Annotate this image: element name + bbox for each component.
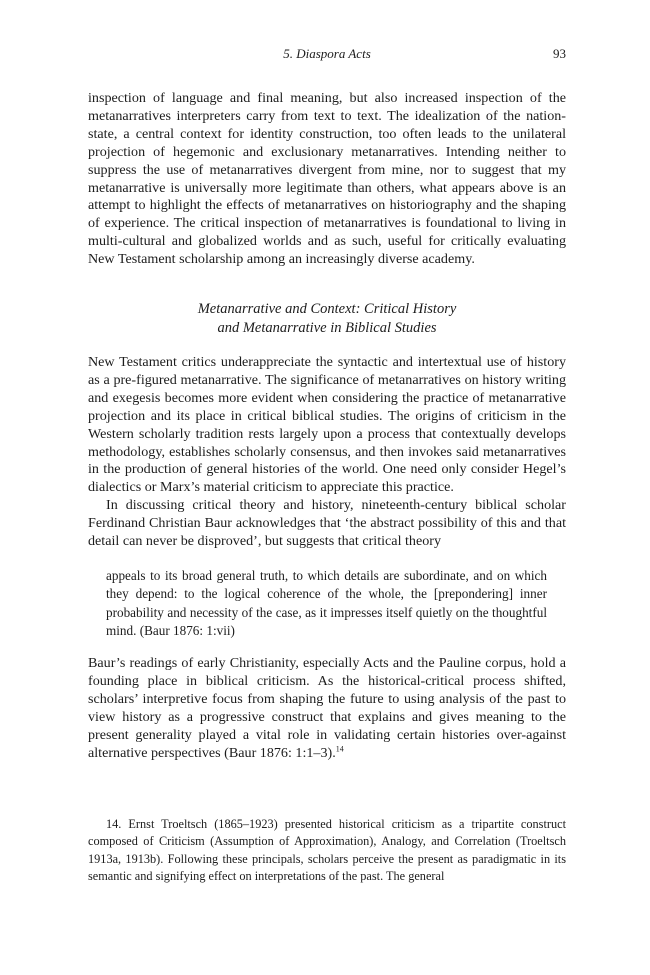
paragraph-text: inspection of language and final meaning, but also increased inspection of the metanarratives interpreters carry from text to text. The idealization of the nation-state, a central context for identity construction, too often leads to the unilateral projection of hegemonic and exclusionary metanarratives. Intending neither to suppress the use of metanarratives divergent from mine, nor to suggest that my metanarrative is universally more legitimate than others, what appears above is an attempt to highlight the effects of metanarratives on historiography and the shaping of experience. The critical inspection of metanarratives is foundational to living in multi-cultural and globalized worlds and as such, useful for critically evaluating New Testament scholarship among an increasingly diverse academy.: [88, 90, 566, 268]
section-heading: [88, 300, 566, 337]
page-number: 93: [553, 46, 566, 61]
section-heading-line-1: Metanarrative and Context: Critical History: [197, 301, 457, 317]
block-quote: appeals to its broad general truth, to which details are subordinate, and on which they depend: to the logical coherence of the whole, the [prepondering] inner probability and necessity of the case, as it impresses itself quietly on the thoughtful mind. (Baur 1876: 1:vii): [106, 568, 547, 639]
paragraph-text-content: Baur’s readings of early Christianity, especially Acts and the Pauline corpus, hold a founding place in biblical criticism. As the historical-critical process shifted, scholars’ interpretive focus from shaping the future to using analysis of the past to view history as a progressive construct that explains and gives meaning to the present generality played a vital role in validating certain histories over-against alternative perspectives (Baur 1876: 1:1–3).: [88, 655, 566, 761]
body-paragraph-4: [88, 655, 566, 762]
body-paragraph-1: [88, 90, 566, 269]
body-paragraphs-2: [88, 354, 566, 551]
paragraph-text: New Testament critics underappreciate the syntactic and intertextual use of history as a pre-figured metanarrative. The significance of metanarratives on history writing and exegesis becomes more evident when considering the practice of metanarrative projection and its place in critical biblical studies. The origins of criticism in the Western scholarly tradition rests largely upon a process that contextually develops methodology, establishes scholarly consensus, and then invokes said metanarratives in the production of general histories of the world. One need only consider Hegel’s dialectics or Marx’s material criticism to appreciate this practice.: [88, 354, 566, 496]
running-head: [88, 45, 566, 63]
footnote: 14. Ernst Troeltsch (1865–1923) presented historical criticism as a tripartite construct composed of Criticism (Assumption of Approximation), Analogy, and Correlation (Troeltsch 1913a, 1913b). Following these principals, scholars perceive the present as paradigmatic in its semantic and signifying effect on interpretations of the past. The general: [88, 817, 566, 884]
paragraph-text: [88, 655, 566, 762]
running-head-title: 5. Diaspora Acts: [283, 46, 371, 61]
section-heading-line-2: and Metanarrative in Biblical Studies: [217, 319, 437, 336]
footnote-reference: 14: [335, 743, 344, 753]
paragraph-text: In discussing critical theory and history, nineteenth-century biblical scholar Ferdinand Christian Baur acknowledges that ‘the abstract possibility of this and that detail can never be disproved’, but suggests that critical theory: [88, 497, 566, 550]
